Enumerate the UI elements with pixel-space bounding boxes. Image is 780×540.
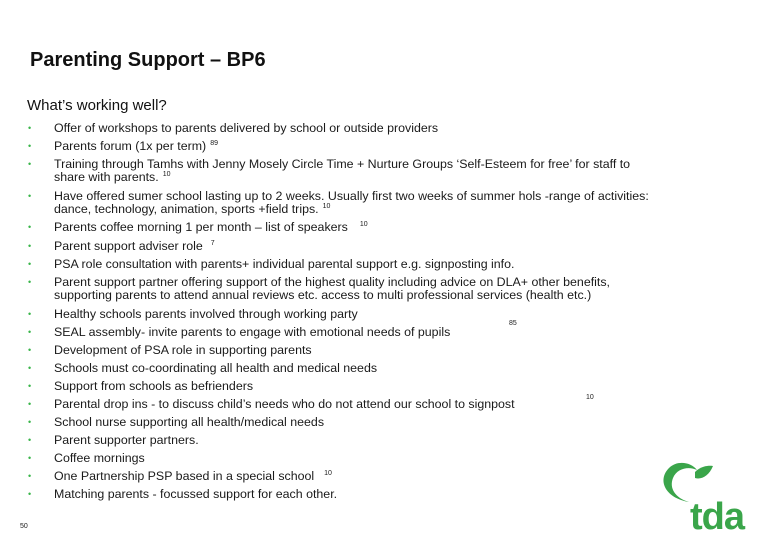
list-item: Parents coffee morning 1 per month – list of speakers $^{10}$ <box>54 220 368 234</box>
list-item-continuation: share with parents. $^{10}$ <box>54 170 171 184</box>
list-item-continuation: dance, technology, animation, sports +field trips. $^{10}$ <box>54 202 331 216</box>
list-item: Parents forum (1x per term) $^{89}$ <box>54 139 218 153</box>
bullet-dot: • <box>28 222 32 232</box>
bullet-dot: • <box>28 141 32 151</box>
list-item: Matching parents - focussed support for each other. <box>54 487 338 501</box>
list-item: Parent support adviser role $^7$ <box>54 239 215 253</box>
list-item: Healthy schools parents involved through working party <box>54 307 358 321</box>
slide-title: Parenting Support – BP6 <box>30 49 266 71</box>
bullet-dot: • <box>28 489 32 499</box>
list-item: Coffee mornings <box>54 451 145 465</box>
bullet-dot: • <box>28 399 32 409</box>
list-item: Parent support partner offering support of the highest quality including advice on DLA+ other benefits, <box>54 275 610 289</box>
bullet-dot: • <box>28 123 32 133</box>
list-item: PSA role consultation with parents+ individual parental support e.g. signposting info. <box>54 257 515 271</box>
bullet-dot: • <box>28 345 32 355</box>
list-item: Training through Tamhs with Jenny Mosely Circle Time + Nurture Groups ‘Self-Esteem for free’ for staff to <box>54 157 631 171</box>
footnote-ref: 10 <box>324 470 332 477</box>
footnote-ref: 89 <box>210 140 218 147</box>
bullet-dot: • <box>28 277 32 287</box>
list-item: SEAL assembly- invite parents to engage with emotional needs of pupils <box>54 325 451 339</box>
bullet-dot: • <box>28 259 32 269</box>
footnote-ref: 10 <box>162 171 171 178</box>
list-item: Development of PSA role in supporting parents <box>54 343 312 357</box>
footnote-ref: 10 <box>359 221 368 228</box>
list-item: Support from schools as befrienders <box>54 379 254 393</box>
bullet-dot: • <box>28 241 32 251</box>
bullet-dot: • <box>28 159 32 169</box>
bullet-dot: • <box>28 309 32 319</box>
list-item-continuation: supporting parents to attend annual reviews etc. access to multi professional services (health etc.) <box>54 288 592 302</box>
bullet-dot: • <box>28 471 32 481</box>
list-item: One Partnership PSP based in a special school $^{10}$ <box>54 469 332 483</box>
list-item: Schools must co-coordinating all health and medical needs <box>54 361 378 375</box>
list-item: Parental drop ins - to discuss child’s needs who do not attend our school to signpost <box>54 397 515 411</box>
footnote-ref: 10 <box>322 203 331 210</box>
bullet-dot: • <box>28 191 32 201</box>
list-item: Have offered sumer school lasting up to 2 weeks. Usually first two weeks of summer hols -range of activities: <box>54 189 649 203</box>
section-heading: What’s working well? <box>27 97 167 114</box>
logo-text: tda <box>690 496 744 538</box>
footnote-ref: 7 <box>210 240 215 247</box>
list-item: Offer of workshops to parents delivered by school or outside providers <box>54 121 439 135</box>
bullet-dot: • <box>28 453 32 463</box>
bullet-dot: • <box>28 417 32 427</box>
bullet-dot: • <box>28 327 32 337</box>
margin-note: 10 <box>586 394 594 401</box>
list-item: School nurse supporting all health/medical needs <box>54 415 325 429</box>
list-item: Parent supporter partners. <box>54 433 199 447</box>
bullet-dot: • <box>28 435 32 445</box>
margin-note: 85 <box>509 320 517 327</box>
bullet-dot: • <box>28 381 32 391</box>
page-number: 50 <box>20 523 28 530</box>
bullet-dot: • <box>28 363 32 373</box>
